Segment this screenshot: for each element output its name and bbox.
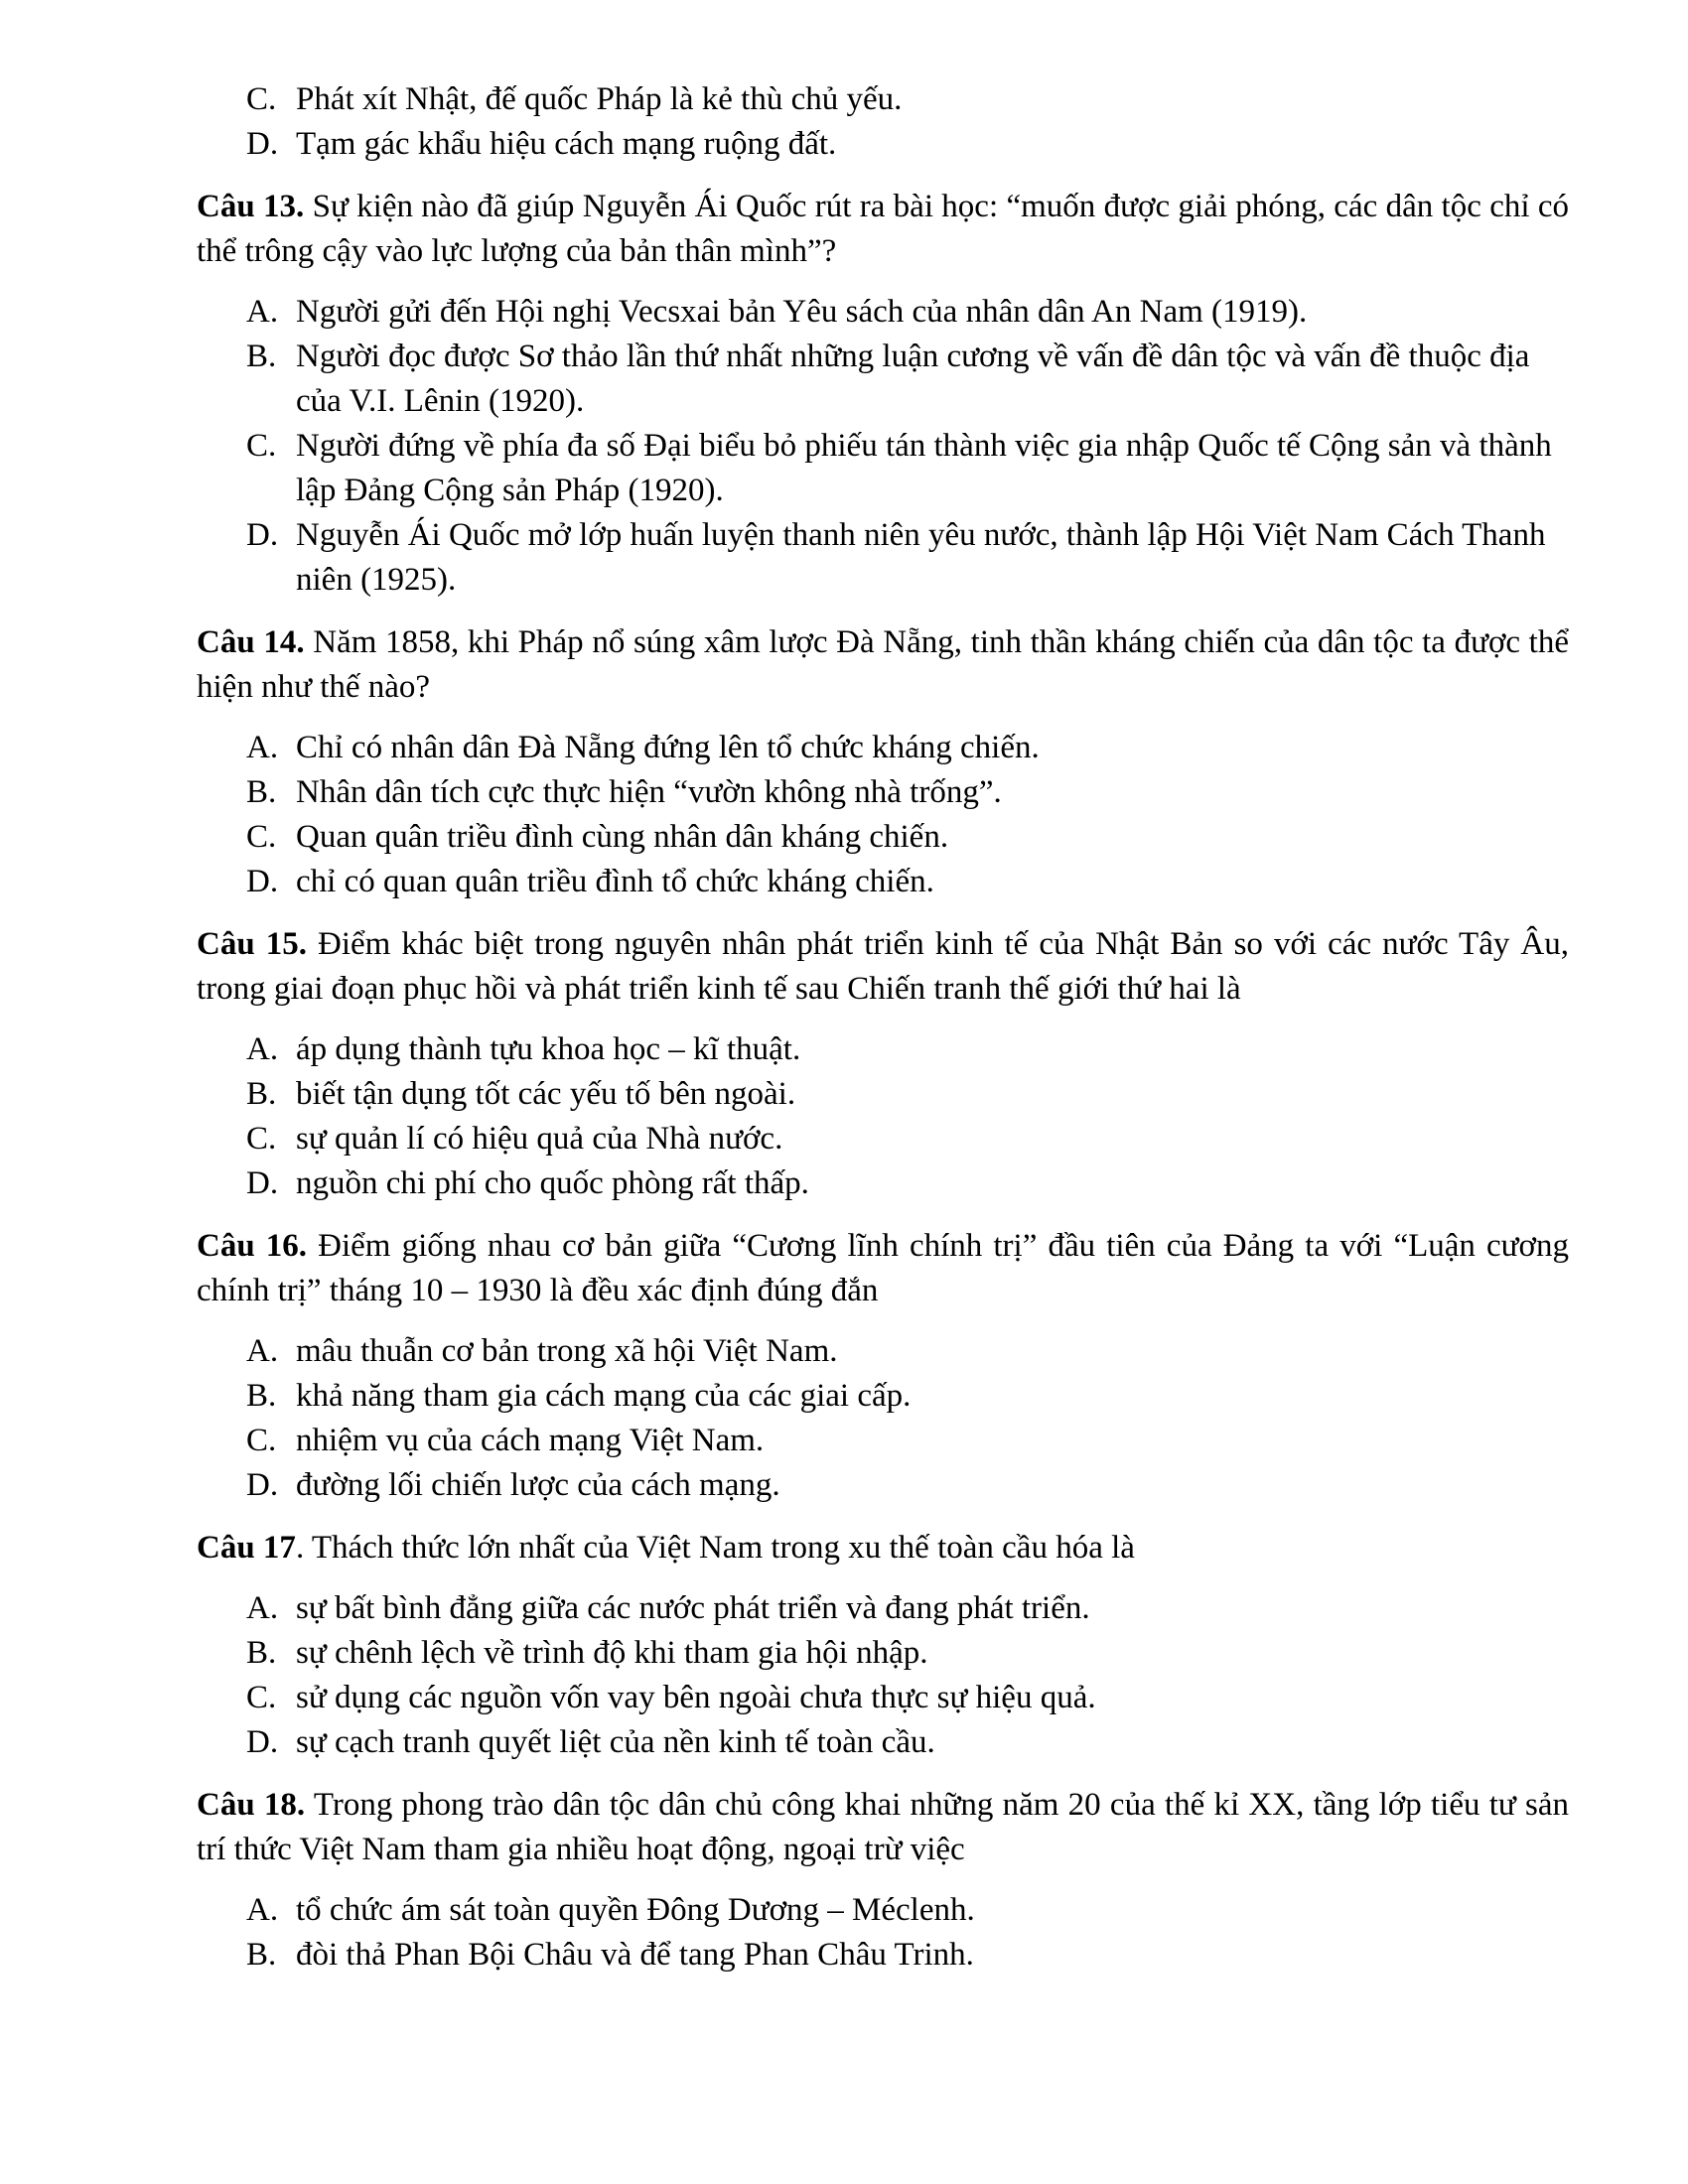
option-letter: B. xyxy=(246,1937,277,1973)
question-number: Câu 13. xyxy=(197,189,305,224)
question-text: Điểm giống nhau cơ bản giữa “Cương lĩnh chính trị” đầu tiên của Đảng ta với “Luận cương chính trị” tháng 10 – 1930 là đều xác định đúng đắn xyxy=(197,1228,1569,1308)
option-letter: A. xyxy=(246,730,279,765)
option-a xyxy=(197,1586,1569,1631)
option-text: mâu thuẫn cơ bản trong xã hội Việt Nam. xyxy=(296,1333,838,1369)
option-text: Quan quân triều đình cùng nhân dân kháng chiến. xyxy=(296,819,949,855)
option-letter: B. xyxy=(246,1635,277,1671)
question-stem xyxy=(197,1224,1569,1313)
option-b xyxy=(197,1631,1569,1676)
answer-options xyxy=(197,1027,1569,1206)
option-letter: B. xyxy=(246,1076,277,1112)
option-c xyxy=(197,77,1569,122)
option-text: sự bất bình đẳng giữa các nước phát triển và đang phát triển. xyxy=(296,1590,1090,1626)
option-text: tổ chức ám sát toàn quyền Đông Dương – Méclenh. xyxy=(296,1892,975,1928)
option-text: đường lối chiến lược của cách mạng. xyxy=(296,1467,780,1503)
option-d xyxy=(197,1463,1569,1508)
question-number: Câu 15. xyxy=(197,926,307,962)
option-text: Nhân dân tích cực thực hiện “vườn không nhà trống”. xyxy=(296,774,1002,810)
question-13 xyxy=(197,185,1569,603)
option-letter: C. xyxy=(246,1121,277,1157)
option-letter: B. xyxy=(246,774,277,810)
option-text: Phát xít Nhật, đế quốc Pháp là kẻ thù chủ yếu. xyxy=(296,81,903,117)
option-text: Người đứng về phía đa số Đại biểu bỏ phiếu tán thành việc gia nhập Quốc tế Cộng sản và thành lập Đảng Cộng sản Pháp (1920). xyxy=(296,428,1552,508)
option-text: Người đọc được Sơ thảo lần thứ nhất những luận cương về vấn đề dân tộc và vấn đề thuộc địa của V.I. Lênin (1920). xyxy=(296,339,1530,419)
option-letter: A. xyxy=(246,1333,279,1369)
option-letter: D. xyxy=(246,1467,279,1503)
question-stem xyxy=(197,1783,1569,1872)
option-text: đòi thả Phan Bội Châu và để tang Phan Châu Trinh. xyxy=(296,1937,974,1973)
option-letter: C. xyxy=(246,1680,277,1715)
option-text: nhiệm vụ của cách mạng Việt Nam. xyxy=(296,1423,765,1458)
option-text: sự quản lí có hiệu quả của Nhà nước. xyxy=(296,1121,783,1157)
question-text: Điểm khác biệt trong nguyên nhân phát triển kinh tế của Nhật Bản so với các nước Tây Âu, trong giai đoạn phục hồi và phát triển kinh tế sau Chiến tranh thế giới thứ hai là xyxy=(197,926,1569,1007)
option-text: Nguyễn Ái Quốc mở lớp huấn luyện thanh niên yêu nước, thành lập Hội Việt Nam Cách Thanh niên (1925). xyxy=(296,517,1546,598)
option-letter: B. xyxy=(246,339,277,374)
answer-options xyxy=(197,726,1569,904)
option-b xyxy=(197,1374,1569,1419)
option-letter: C. xyxy=(246,81,277,117)
option-d xyxy=(197,122,1569,167)
option-letter: C. xyxy=(246,1423,277,1458)
option-letter: D. xyxy=(246,864,279,899)
option-c xyxy=(197,1676,1569,1720)
option-a xyxy=(197,1329,1569,1374)
option-a xyxy=(197,290,1569,335)
option-d xyxy=(197,513,1569,603)
option-c xyxy=(197,815,1569,860)
option-letter: D. xyxy=(246,1724,279,1760)
option-text: nguồn chi phí cho quốc phòng rất thấp. xyxy=(296,1165,809,1201)
option-c xyxy=(197,1117,1569,1161)
answer-options xyxy=(197,1888,1569,1978)
option-letter: A. xyxy=(246,1590,279,1626)
option-d xyxy=(197,1161,1569,1206)
answer-options xyxy=(197,290,1569,603)
question-number: Câu 18. xyxy=(197,1787,306,1823)
option-a xyxy=(197,726,1569,770)
option-a xyxy=(197,1888,1569,1933)
question-number: Câu 17 xyxy=(197,1530,296,1566)
option-text: Tạm gác khẩu hiệu cách mạng ruộng đất. xyxy=(296,126,837,162)
option-letter: D. xyxy=(246,1165,279,1201)
option-a xyxy=(197,1027,1569,1072)
option-c xyxy=(197,1419,1569,1463)
question-text: Năm 1858, khi Pháp nổ súng xâm lược Đà Nẵng, tinh thần kháng chiến của dân tộc ta được thể hiện như thế nào? xyxy=(197,624,1570,705)
question-15 xyxy=(197,922,1569,1206)
question-16 xyxy=(197,1224,1569,1508)
question-18 xyxy=(197,1783,1569,1978)
option-text: Người gửi đến Hội nghị Vecsxai bản Yêu sách của nhân dân An Nam (1919). xyxy=(296,294,1308,330)
question-number: Câu 14. xyxy=(197,624,305,660)
question-text: . Thách thức lớn nhất của Việt Nam trong xu thế toàn cầu hóa là xyxy=(295,1530,1135,1566)
option-letter: A. xyxy=(246,1892,279,1928)
answer-options xyxy=(197,1329,1569,1508)
option-text: biết tận dụng tốt các yếu tố bên ngoài. xyxy=(296,1076,796,1112)
option-text: chỉ có quan quân triều đình tổ chức kháng chiến. xyxy=(296,864,934,899)
question-17 xyxy=(197,1526,1569,1765)
question-14 xyxy=(197,620,1569,904)
question-stem xyxy=(197,185,1569,274)
option-c xyxy=(197,424,1569,513)
answer-options xyxy=(197,1586,1569,1765)
option-b xyxy=(197,1072,1569,1117)
option-text: áp dụng thành tựu khoa học – kĩ thuật. xyxy=(296,1031,801,1067)
option-d xyxy=(197,1720,1569,1765)
question-text: Trong phong trào dân tộc dân chủ công khai những năm 20 của thế kỉ XX, tầng lớp tiểu tư sản trí thức Việt Nam tham gia nhiều hoạt động, ngoại trừ việc xyxy=(197,1787,1569,1867)
question-text: Sự kiện nào đã giúp Nguyễn Ái Quốc rút ra bài học: “muốn được giải phóng, các dân tộc chỉ có thể trông cậy vào lực lượng của bản thân mình”? xyxy=(197,189,1569,269)
option-text: sự cạch tranh quyết liệt của nền kinh tế toàn cầu. xyxy=(296,1724,935,1760)
option-text: khả năng tham gia cách mạng của các giai cấp. xyxy=(296,1378,912,1414)
option-b xyxy=(197,1933,1569,1978)
carryover-options xyxy=(197,77,1569,167)
option-b xyxy=(197,335,1569,424)
option-b xyxy=(197,770,1569,815)
option-letter: C. xyxy=(246,428,277,464)
question-stem xyxy=(197,620,1569,710)
option-letter: B. xyxy=(246,1378,277,1414)
option-letter: C. xyxy=(246,819,277,855)
option-letter: D. xyxy=(246,126,279,162)
question-stem xyxy=(197,922,1569,1012)
question-number: Câu 16. xyxy=(197,1228,308,1264)
option-text: sự chênh lệch về trình độ khi tham gia hội nhập. xyxy=(296,1635,928,1671)
option-d xyxy=(197,860,1569,904)
question-stem xyxy=(197,1526,1569,1570)
option-text: sử dụng các nguồn vốn vay bên ngoài chưa thực sự hiệu quả. xyxy=(296,1680,1096,1715)
option-letter: A. xyxy=(246,294,279,330)
option-letter: A. xyxy=(246,1031,279,1067)
option-text: Chỉ có nhân dân Đà Nẵng đứng lên tổ chức kháng chiến. xyxy=(296,730,1040,765)
option-letter: D. xyxy=(246,517,279,553)
